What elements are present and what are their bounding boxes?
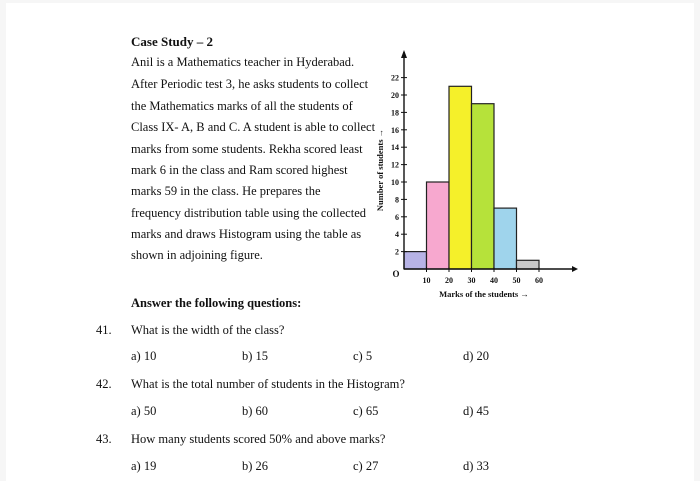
histogram-bar-50-60 [517,260,540,269]
option-c[interactable]: c) 65 [353,404,379,418]
x-tick-label: 30 [467,276,476,285]
origin-label: O [392,269,400,279]
y-tick-label: 12 [391,160,399,170]
histogram-bar-10-20 [427,182,450,269]
question-number: 41. [96,323,112,337]
option-b[interactable]: b) 26 [242,459,269,473]
histogram-bar-30-40 [472,104,495,269]
question-text: What is the width of the class? [131,323,285,337]
option-a[interactable]: a) 10 [131,349,157,363]
x-tick-label: 20 [445,276,453,285]
histogram-bar-20-30 [449,86,472,269]
x-tick-label: 40 [490,276,498,285]
histogram-bar-0-10 [404,252,427,269]
paragraph-line: marks from some students. Rekha scored least [131,142,363,156]
y-tick-label: 4 [395,230,399,240]
option-a[interactable]: a) 50 [131,404,157,418]
paragraph-line: mark 6 in the class and Ram scored highest [131,163,348,177]
paragraph-line: After Periodic test 3, he asks students to collect [131,77,369,91]
answer-heading: Answer the following questions: [131,296,302,310]
option-b[interactable]: b) 60 [242,404,269,418]
y-tick-label: 18 [391,108,399,118]
y-tick-label: 20 [391,91,399,100]
x-tick-label: 10 [422,276,431,285]
option-a[interactable]: a) 19 [131,459,157,473]
paragraph-line: marks and draws Histogram using the table as [131,227,362,241]
x-tick-label: 50 [512,276,521,285]
question-number: 43. [96,432,112,446]
paragraph-line: marks 59 in the class. He prepares the [131,184,321,198]
option-d[interactable]: d) 20 [463,349,490,363]
y-tick-label: 2 [395,247,399,257]
y-axis-arrow [401,50,407,58]
paragraph-line: Anil is a Mathematics teacher in Hyderabad. [131,55,355,69]
y-tick-label: 8 [395,195,399,205]
y-tick-label: 14 [391,143,399,153]
paragraph-line: shown in adjoining figure. [131,248,263,262]
y-tick-label: 16 [391,125,399,135]
paragraph-line: the Mathematics marks of all the students of [131,99,353,113]
paragraph-line: frequency distribution table using the collected [131,206,366,220]
y-tick-label: 10 [391,178,399,187]
option-b[interactable]: b) 15 [242,349,269,363]
question-text: How many students scored 50% and above marks? [131,432,386,446]
option-c[interactable]: c) 5 [353,349,373,363]
y-tick-label: 22 [391,73,399,83]
histogram-bar-40-50 [494,208,517,269]
option-d[interactable]: d) 33 [463,459,490,473]
question-text: What is the total number of students in the Histogram? [131,377,405,391]
option-d[interactable]: d) 45 [463,404,490,418]
x-axis-arrow [572,266,578,272]
option-c[interactable]: c) 27 [353,459,379,473]
question-number: 42. [96,377,112,391]
x-tick-label: 60 [535,276,543,285]
paragraph-line: Class IX- A, B and C. A student is able to collect [131,120,376,134]
y-axis-title: Number of students → [375,128,385,212]
x-axis-title: Marks of the students → [439,289,529,299]
y-tick-label: 6 [395,212,399,222]
case-study-title: Case Study – 2 [131,34,213,49]
